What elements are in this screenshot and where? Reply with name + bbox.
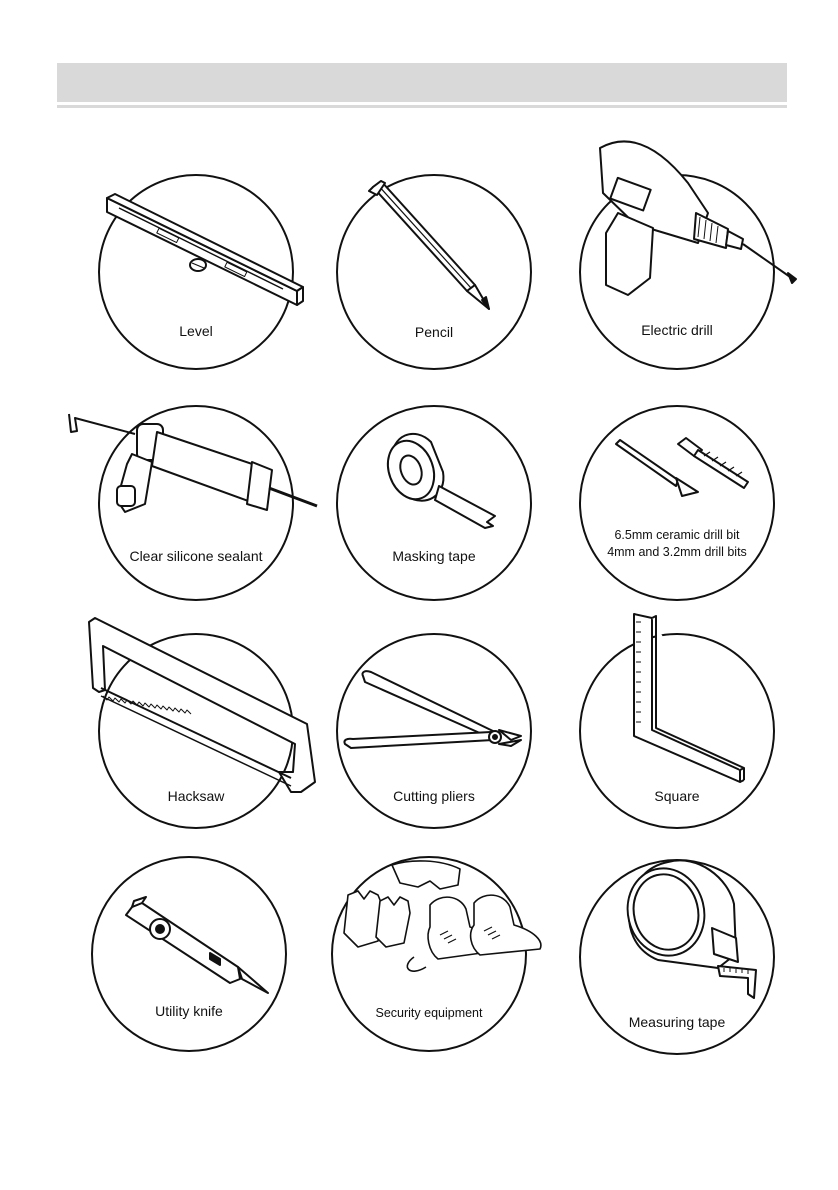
tool-hacksaw — [97, 632, 295, 830]
tool-label-silicone: Clear silicone sealant — [129, 548, 263, 564]
tool-cutting-pliers — [335, 632, 533, 830]
utility-knife-icon — [90, 855, 288, 1053]
tool-silicone — [97, 404, 295, 602]
tool-pencil — [335, 173, 533, 371]
tool-electric-drill — [578, 173, 776, 371]
tool-level — [97, 173, 295, 371]
tool-label-security-equipment: Security equipment — [375, 1006, 483, 1020]
tool-label-utility-knife: Utility knife — [155, 1003, 223, 1019]
pencil-icon — [335, 173, 533, 371]
drill-bits-icon — [578, 404, 776, 602]
safety-gear-icon — [330, 855, 528, 1053]
header-divider — [57, 105, 787, 108]
tool-measuring-tape — [578, 858, 776, 1056]
electric-drill-icon — [578, 173, 776, 371]
spirit-level-icon — [97, 173, 295, 371]
tool-label-electric-drill: Electric drill — [641, 322, 713, 338]
drill-bits-label-line2: 4mm and 3.2mm drill bits — [607, 545, 747, 559]
header-bar — [57, 63, 787, 102]
tool-masking-tape — [335, 404, 533, 602]
caulking-gun-icon — [97, 404, 295, 602]
drill-bits-label-line1: 6.5mm ceramic drill bit — [614, 528, 740, 542]
tool-utility-knife — [90, 855, 288, 1053]
tool-label-pencil: Pencil — [414, 324, 454, 340]
tool-square — [578, 632, 776, 830]
tool-label-square: Square — [654, 788, 700, 804]
tool-security-equipment — [330, 855, 528, 1053]
tool-label-measuring-tape: Measuring tape — [628, 1014, 726, 1030]
tool-label-hacksaw: Hacksaw — [167, 788, 225, 804]
tool-label-level: Level — [179, 323, 213, 339]
tape-roll-icon — [335, 404, 533, 602]
tool-label-cutting-pliers: Cutting pliers — [393, 788, 475, 804]
tool-label-drill-bits — [578, 527, 776, 561]
tool-drill-bits — [578, 404, 776, 602]
tool-label-masking-tape: Masking tape — [392, 548, 476, 564]
